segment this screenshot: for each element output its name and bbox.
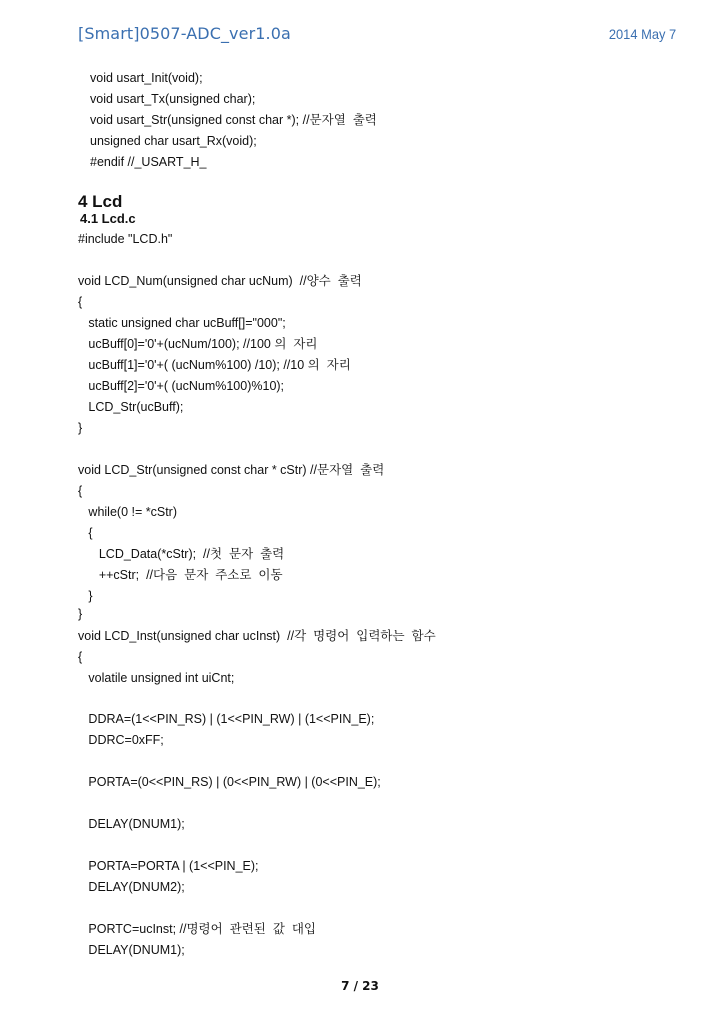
code-line: PORTC=ucInst; //명령어 관련된 값 대입 bbox=[78, 922, 316, 936]
code-line: void usart_Str(unsigned const char *); //문자열 출력 bbox=[90, 113, 377, 127]
code-line: void LCD_Str(unsigned const char * cStr) //문자열 출력 bbox=[78, 463, 385, 477]
page-number: 7 / 23 bbox=[341, 979, 379, 993]
code-line: } bbox=[78, 607, 83, 621]
code-line: static unsigned char ucBuff[]="000"; bbox=[78, 316, 286, 330]
code-line: PORTA=(0<<PIN_RS) | (0<<PIN_RW) | (0<<PIN_E); bbox=[78, 775, 381, 789]
code-line: ucBuff[0]='0'+(ucNum/100); //100 의 자리 bbox=[78, 337, 318, 351]
code-line: DELAY(DNUM1); bbox=[78, 817, 185, 831]
code-line: unsigned char usart_Rx(void); bbox=[90, 134, 257, 148]
code-line: DELAY(DNUM1); bbox=[78, 943, 185, 957]
code-line: volatile unsigned int uiCnt; bbox=[78, 671, 235, 685]
code-line: { bbox=[78, 650, 83, 664]
code-line: LCD_Str(ucBuff); bbox=[78, 400, 184, 414]
code-line: while(0 != *cStr) bbox=[78, 505, 177, 519]
code-line: void LCD_Inst(unsigned char ucInst) //각 명령어 입력하는 함수 bbox=[78, 629, 436, 643]
code-line: ucBuff[1]='0'+( (ucNum%100) /10); //10 의 자리 bbox=[78, 358, 351, 372]
code-line: PORTA=PORTA | (1<<PIN_E); bbox=[78, 859, 259, 873]
code-line: void usart_Init(void); bbox=[90, 71, 203, 85]
code-line: DDRA=(1<<PIN_RS) | (1<<PIN_RW) | (1<<PIN_E); bbox=[78, 712, 375, 726]
subsection-heading: 4.1 Lcd.c bbox=[80, 211, 136, 226]
code-line: ucBuff[2]='0'+( (ucNum%100)%10); bbox=[78, 379, 285, 393]
code-line: LCD_Data(*cStr); //첫 문자 출력 bbox=[78, 547, 285, 561]
code-line: { bbox=[78, 484, 83, 498]
code-line: #include "LCD.h" bbox=[78, 232, 173, 246]
code-line: } bbox=[78, 421, 83, 435]
code-line: { bbox=[78, 295, 83, 309]
code-line: DELAY(DNUM2); bbox=[78, 880, 185, 894]
code-line: DDRC=0xFF; bbox=[78, 733, 164, 747]
document-title: [Smart]0507-ADC_ver1.0a bbox=[78, 24, 291, 43]
code-line: ++cStr; //다음 문자 주소로 이동 bbox=[78, 568, 283, 582]
document-date: 2014 May 7 bbox=[608, 26, 676, 42]
code-line: void LCD_Num(unsigned char ucNum) //양수 출력 bbox=[78, 274, 362, 288]
code-line: { bbox=[78, 526, 93, 540]
section-heading: 4 Lcd bbox=[78, 192, 123, 211]
code-line: } bbox=[78, 589, 93, 603]
code-line: void usart_Tx(unsigned char); bbox=[90, 92, 256, 106]
code-line: #endif //_USART_H_ bbox=[90, 155, 207, 169]
